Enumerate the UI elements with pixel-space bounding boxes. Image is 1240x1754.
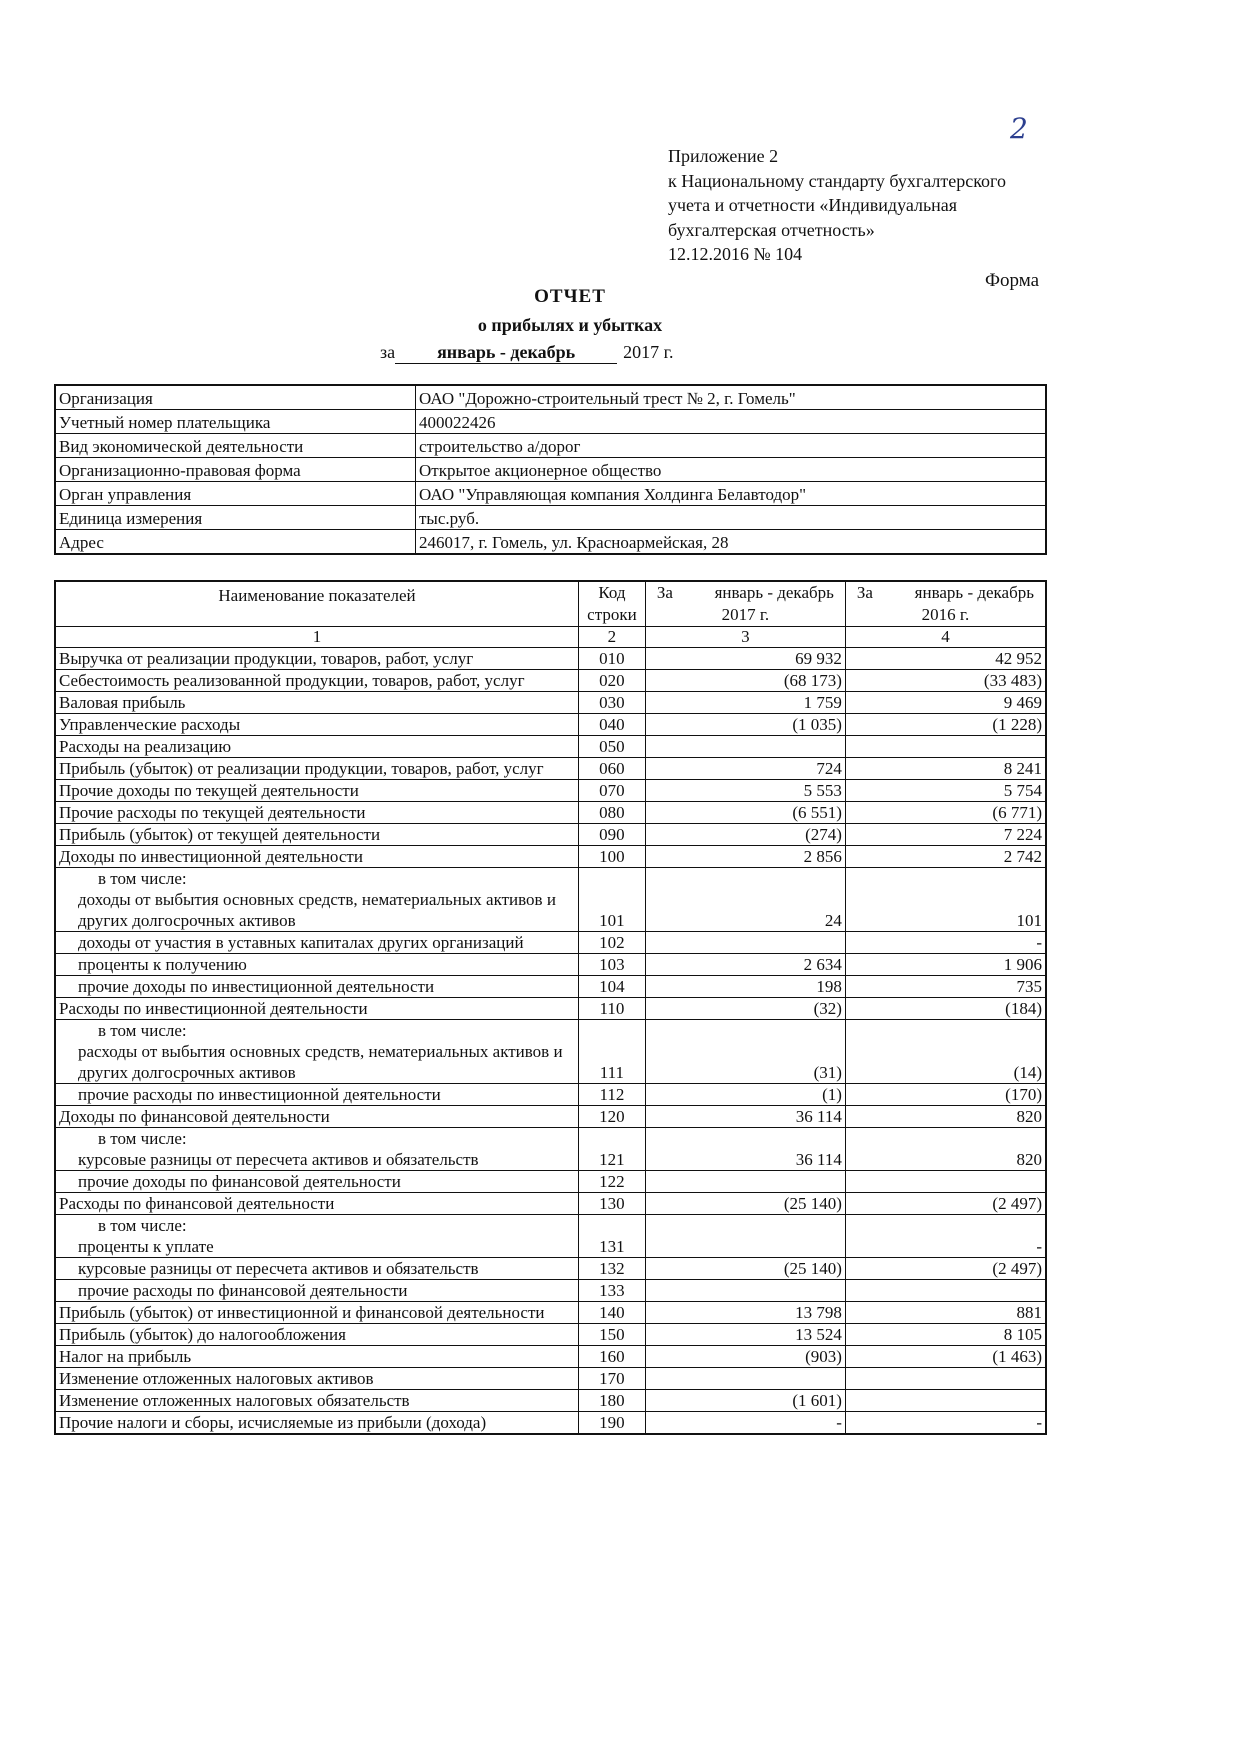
value-2017: (6 551): [645, 802, 845, 824]
line-code: 130: [579, 1193, 646, 1215]
info-label: Единица измерения: [55, 506, 416, 530]
indicator-text: Доходы по инвестиционной деятельности: [59, 847, 363, 866]
appendix-line: 12.12.2016 № 104: [668, 244, 803, 264]
indicator-name: [55, 1390, 579, 1412]
value-2017: [645, 1280, 845, 1302]
info-row: [55, 530, 1046, 555]
appendix-reference: [668, 144, 1006, 267]
table-row: [55, 998, 1046, 1020]
header-for-label: За: [656, 583, 673, 602]
line-code: 101: [579, 868, 646, 932]
indicator-text: Прочие доходы по текущей деятельности: [59, 781, 359, 800]
line-code: 050: [579, 736, 646, 758]
value-2017: [645, 1215, 845, 1258]
table-row: [55, 1368, 1046, 1390]
value-2016: 7 224: [845, 824, 1046, 846]
value-2016: 8 105: [845, 1324, 1046, 1346]
header-period: январь - декабрь: [914, 583, 1034, 602]
line-code: 030: [579, 692, 646, 714]
info-value: ОАО "Дорожно-строительный трест № 2, г. Гомель": [416, 385, 1047, 410]
value-2016: [845, 736, 1046, 758]
table-row: [55, 954, 1046, 976]
value-2016: (1 463): [845, 1346, 1046, 1368]
value-2017: (274): [645, 824, 845, 846]
table-row: [55, 1324, 1046, 1346]
indicator-name: [55, 846, 579, 868]
header-indicator-name: Наименование показателей: [55, 581, 579, 627]
table-row: [55, 1412, 1046, 1435]
line-code: 102: [579, 932, 646, 954]
line-code: 112: [579, 1084, 646, 1106]
line-code: 100: [579, 846, 646, 868]
line-code: 020: [579, 670, 646, 692]
table-row: [55, 758, 1046, 780]
indicator-text: Налог на прибыль: [59, 1347, 192, 1366]
indicator-name: [55, 1368, 579, 1390]
line-code: 060: [579, 758, 646, 780]
value-2017: [645, 1171, 845, 1193]
info-row: [55, 506, 1046, 530]
period-year: 2017 г.: [623, 342, 674, 362]
value-2016: 735: [845, 976, 1046, 998]
indicator-name: [55, 1346, 579, 1368]
value-2016: 9 469: [845, 692, 1046, 714]
value-2017: 724: [645, 758, 845, 780]
value-2016: [845, 1390, 1046, 1412]
value-2016: 820: [845, 1106, 1046, 1128]
form-label: Форма: [985, 270, 1040, 291]
including-label: в том числе:: [98, 1021, 187, 1040]
line-code: 122: [579, 1171, 646, 1193]
line-code: 120: [579, 1106, 646, 1128]
indicator-name: [55, 1215, 579, 1258]
value-2016: [845, 1368, 1046, 1390]
line-code: 160: [579, 1346, 646, 1368]
value-2016: -: [845, 932, 1046, 954]
indicator-text: прочие доходы по инвестиционной деятельности: [78, 977, 435, 996]
indicator-text: Изменение отложенных налоговых активов: [59, 1369, 374, 1388]
indicator-text: прочие доходы по финансовой деятельности: [78, 1172, 401, 1191]
value-2017: (68 173): [645, 670, 845, 692]
table-row: [55, 1171, 1046, 1193]
indicator-text: Управленческие расходы: [59, 715, 241, 734]
header-code-line2: строки: [587, 605, 637, 624]
value-2016: 42 952: [845, 648, 1046, 670]
indicator-text: Себестоимость реализованной продукции, товаров, работ, услуг: [59, 671, 525, 690]
appendix-line: Приложение 2: [668, 146, 779, 166]
indicator-text: Валовая прибыль: [59, 693, 186, 712]
indicator-name: [55, 1258, 579, 1280]
table-row: [55, 736, 1046, 758]
value-2017: 36 114: [645, 1106, 845, 1128]
info-value: тыс.руб.: [416, 506, 1047, 530]
line-code: 103: [579, 954, 646, 976]
table-row: [55, 1193, 1046, 1215]
value-2017: (1 601): [645, 1390, 845, 1412]
table-row: [55, 1020, 1046, 1084]
organization-info-table: [54, 384, 1047, 555]
header-line-code: [579, 581, 646, 627]
indicator-name: [55, 714, 579, 736]
column-number-row: [55, 627, 1046, 648]
value-2016: [845, 1280, 1046, 1302]
indicator-name: [55, 648, 579, 670]
value-2017: 2 634: [645, 954, 845, 976]
indicator-text: Прибыль (убыток) от текущей деятельности: [59, 825, 381, 844]
value-2016: 820: [845, 1128, 1046, 1171]
info-label: Организация: [55, 385, 416, 410]
line-code: 150: [579, 1324, 646, 1346]
indicator-text: курсовые разницы от пересчета активов и обязательств: [78, 1150, 479, 1169]
info-value: Открытое акционерное общество: [416, 458, 1047, 482]
indicator-name: [55, 1020, 579, 1084]
line-code: 180: [579, 1390, 646, 1412]
indicator-text: Прочие налоги и сборы, исчисляемые из прибыли (дохода): [59, 1413, 487, 1432]
table-row: [55, 846, 1046, 868]
table-row: [55, 1215, 1046, 1258]
info-row: [55, 385, 1046, 410]
including-label: в том числе:: [98, 869, 187, 888]
table-header-row: [55, 581, 1046, 627]
indicator-text: Прибыль (убыток) от реализации продукции, товаров, работ, услуг: [59, 759, 544, 778]
line-code: 111: [579, 1020, 646, 1084]
indicator-text: Расходы по инвестиционной деятельности: [59, 999, 368, 1018]
indicator-name: [55, 976, 579, 998]
indicator-name: [55, 736, 579, 758]
info-label: Адрес: [55, 530, 416, 555]
header-period: январь - декабрь: [714, 583, 834, 602]
line-code: 010: [579, 648, 646, 670]
value-2017: 198: [645, 976, 845, 998]
value-2016: (6 771): [845, 802, 1046, 824]
table-row: [55, 1128, 1046, 1171]
info-value: ОАО "Управляющая компания Холдинга Белавтодор": [416, 482, 1047, 506]
value-2017: (25 140): [645, 1258, 845, 1280]
line-code: 140: [579, 1302, 646, 1324]
table-row: [55, 780, 1046, 802]
value-2016: (2 497): [845, 1258, 1046, 1280]
appendix-line: учета и отчетности «Индивидуальная: [668, 195, 958, 215]
info-row: [55, 482, 1046, 506]
indicator-name: [55, 1280, 579, 1302]
indicator-text: Прибыль (убыток) до налогообложения: [59, 1325, 346, 1344]
including-label: в том числе:: [98, 1129, 187, 1148]
indicator-name: [55, 824, 579, 846]
indicator-name: [55, 954, 579, 976]
table-row: [55, 1346, 1046, 1368]
value-2017: [645, 932, 845, 954]
period-for-label: за: [380, 342, 396, 362]
indicator-text: курсовые разницы от пересчета активов и обязательств: [78, 1259, 479, 1278]
value-2017: (32): [645, 998, 845, 1020]
table-row: [55, 976, 1046, 998]
handwritten-page-number: 2: [1010, 112, 1028, 145]
value-2016: 881: [845, 1302, 1046, 1324]
value-2017: 69 932: [645, 648, 845, 670]
table-row: [55, 868, 1046, 932]
appendix-line: бухгалтерская отчетность»: [668, 219, 875, 240]
header-period-2017: [645, 581, 845, 627]
table-row: [55, 1390, 1046, 1412]
value-2017: 2 856: [645, 846, 845, 868]
including-label: в том числе:: [98, 1216, 187, 1235]
profit-loss-table: [54, 580, 1047, 1435]
line-code: 121: [579, 1128, 646, 1171]
info-row: [55, 434, 1046, 458]
value-2016: (170): [845, 1084, 1046, 1106]
indicator-name: [55, 802, 579, 824]
indicator-name: [55, 1302, 579, 1324]
value-2016: (14): [845, 1020, 1046, 1084]
value-2017: 36 114: [645, 1128, 845, 1171]
value-2017: (1): [645, 1084, 845, 1106]
indicator-name: [55, 1084, 579, 1106]
value-2017: 24: [645, 868, 845, 932]
period-value: январь - декабрь: [395, 342, 617, 364]
header-for-label: За: [856, 583, 873, 602]
indicator-name: [55, 1324, 579, 1346]
indicator-text: прочие расходы по инвестиционной деятельности: [78, 1085, 441, 1104]
value-2016: -: [845, 1215, 1046, 1258]
column-number: 2: [579, 627, 646, 648]
indicator-text: Расходы по финансовой деятельности: [59, 1194, 335, 1213]
table-row: [55, 648, 1046, 670]
line-code: 133: [579, 1280, 646, 1302]
value-2016: 8 241: [845, 758, 1046, 780]
table-row: [55, 1280, 1046, 1302]
indicator-name: [55, 1106, 579, 1128]
line-code: 080: [579, 802, 646, 824]
indicator-name: [55, 1128, 579, 1171]
line-code: 090: [579, 824, 646, 846]
info-label: Организационно-правовая форма: [55, 458, 416, 482]
header-year-2016: 2016 г.: [921, 605, 970, 624]
column-number: 3: [645, 627, 845, 648]
report-subtitle: о прибылях и убытках: [477, 315, 663, 335]
info-value: строительство а/дорог: [416, 434, 1047, 458]
value-2017: [645, 736, 845, 758]
value-2016: (2 497): [845, 1193, 1046, 1215]
table-row: [55, 802, 1046, 824]
indicator-name: [55, 758, 579, 780]
table-row: [55, 714, 1046, 736]
info-label: Учетный номер плательщика: [55, 410, 416, 434]
table-row: [55, 1084, 1046, 1106]
value-2016: (1 228): [845, 714, 1046, 736]
indicator-text: доходы от выбытия основных средств, нематериальных активов и других долгосрочных активов: [78, 890, 556, 930]
value-2017: 5 553: [645, 780, 845, 802]
value-2016: 1 906: [845, 954, 1046, 976]
value-2017: 13 798: [645, 1302, 845, 1324]
line-code: 132: [579, 1258, 646, 1280]
value-2016: -: [845, 1412, 1046, 1435]
line-code: 110: [579, 998, 646, 1020]
indicator-text: доходы от участия в уставных капиталах других организаций: [78, 933, 524, 952]
indicator-name: [55, 692, 579, 714]
indicator-name: [55, 1193, 579, 1215]
value-2016: (33 483): [845, 670, 1046, 692]
value-2017: (31): [645, 1020, 845, 1084]
column-number: 1: [55, 627, 579, 648]
line-code: 170: [579, 1368, 646, 1390]
indicator-text: Доходы по финансовой деятельности: [59, 1107, 330, 1126]
indicator-text: Расходы на реализацию: [59, 737, 232, 756]
info-value: 400022426: [416, 410, 1047, 434]
table-row: [55, 1258, 1046, 1280]
value-2017: 13 524: [645, 1324, 845, 1346]
value-2017: 1 759: [645, 692, 845, 714]
info-row: [55, 458, 1046, 482]
line-code: 131: [579, 1215, 646, 1258]
indicator-name: [55, 1412, 579, 1435]
header-year-2017: 2017 г.: [721, 605, 770, 624]
indicator-name: [55, 868, 579, 932]
info-value: 246017, г. Гомель, ул. Красноармейская, 28: [416, 530, 1047, 555]
indicator-name: [55, 932, 579, 954]
indicator-text: проценты к уплате: [78, 1237, 214, 1256]
indicator-text: расходы от выбытия основных средств, нематериальных активов и других долгосрочных активов: [78, 1042, 563, 1082]
header-period-2016: [845, 581, 1046, 627]
value-2016: [845, 1171, 1046, 1193]
value-2017: (1 035): [645, 714, 845, 736]
report-title: ОТЧЕТ: [534, 286, 606, 307]
indicator-name: [55, 670, 579, 692]
info-label: Вид экономической деятельности: [55, 434, 416, 458]
value-2016: 2 742: [845, 846, 1046, 868]
value-2017: [645, 1368, 845, 1390]
indicator-text: прочие расходы по финансовой деятельности: [78, 1281, 408, 1300]
table-row: [55, 670, 1046, 692]
value-2016: 5 754: [845, 780, 1046, 802]
indicator-text: Прочие расходы по текущей деятельности: [59, 803, 366, 822]
value-2016: (184): [845, 998, 1046, 1020]
indicator-name: [55, 1171, 579, 1193]
line-code: 104: [579, 976, 646, 998]
indicator-name: [55, 998, 579, 1020]
indicator-text: Прибыль (убыток) от инвестиционной и финансовой деятельности: [59, 1303, 545, 1322]
header-code-line1: Код: [598, 583, 626, 602]
info-row: [55, 410, 1046, 434]
table-row: [55, 1302, 1046, 1324]
indicator-text: проценты к получению: [78, 955, 247, 974]
value-2017: (903): [645, 1346, 845, 1368]
value-2016: 101: [845, 868, 1046, 932]
indicator-text: Изменение отложенных налоговых обязательств: [59, 1391, 410, 1410]
appendix-line: к Национальному стандарту бухгалтерского: [668, 170, 1006, 191]
indicator-name: [55, 780, 579, 802]
value-2017: -: [645, 1412, 845, 1435]
line-code: 070: [579, 780, 646, 802]
value-2017: (25 140): [645, 1193, 845, 1215]
indicator-text: Выручка от реализации продукции, товаров, работ, услуг: [59, 649, 474, 668]
table-row: [55, 932, 1046, 954]
report-period: [380, 342, 673, 364]
column-number: 4: [845, 627, 1046, 648]
info-label: Орган управления: [55, 482, 416, 506]
table-row: [55, 1106, 1046, 1128]
table-row: [55, 824, 1046, 846]
line-code: 040: [579, 714, 646, 736]
table-row: [55, 692, 1046, 714]
line-code: 190: [579, 1412, 646, 1435]
